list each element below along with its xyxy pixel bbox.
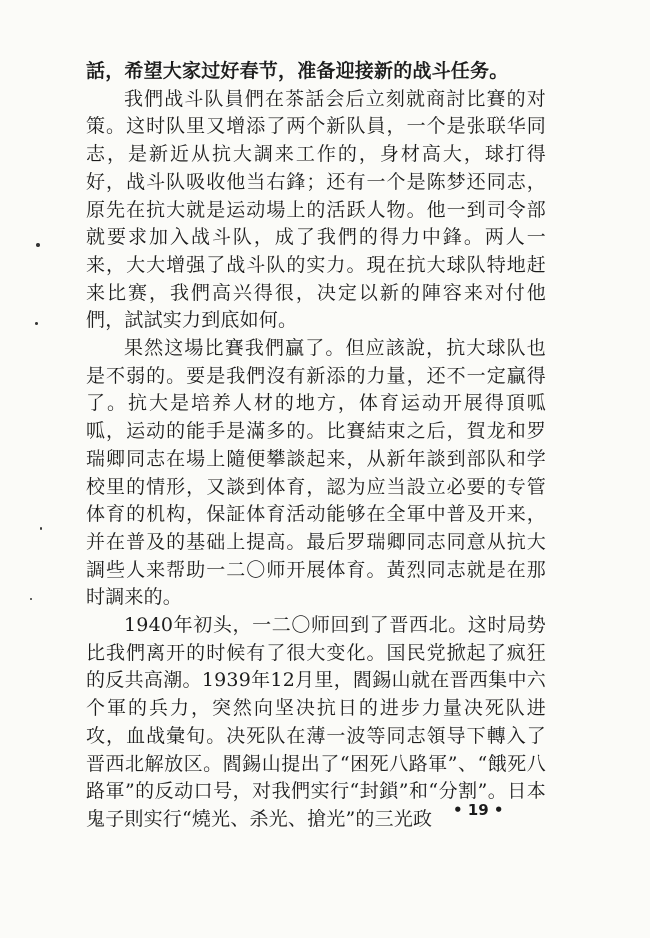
paragraph-continued: 話，希望大家过好春节，准备迎接新的战斗任务。: [86, 60, 509, 82]
page-number: • 19 •: [453, 801, 504, 819]
page-body: [86, 58, 546, 834]
paragraph-1940: 1940年初头，一二〇师回到了晋西北。这时局势比我們离开的时候有了很大变化。国民党掀起了疯狂的反共高潮。1939年12月里，閻錫山就在晋西集中六个軍的兵力，突然向坚决抗日的进步力量决死队进攻，血战彙旬。决死队在薄一波等同志領导下轉入了晋西北解放区。閻錫山提出了“困死八路軍”、“餓死八路軍”的反动口号，对我們实行“封鎖”和“分割”。日本鬼子則实行“燒光、杀光、搶光”的三光政: [86, 614, 546, 830]
scan-speck: [30, 598, 32, 600]
scan-speck: [36, 243, 40, 247]
paragraph-match-result: 果然这場比賽我們贏了。但应該說，抗大球队也是不弱的。要是我們沒有新添的力量，还不一定贏得了。抗大是培养人材的地方，体育运动开展得頂呱呱，运动的能手是滿多的。比賽結束之后，賀龙和罗瑞卿同志在場上隨便攀談起来，从新年談到部队和学校里的情形，又談到体育，認为应当設立必要的专管体育的机构，保証体育活动能够在全軍中普及开来，并在普及的基础上提高。最后罗瑞卿同志同意从抗大調些人来帮助一二〇师开展体育。黃烈同志就是在那时調来的。: [86, 337, 546, 609]
paragraph-strategy: 我們战斗队員們在茶話会后立刻就商討比賽的对策。这时队里又增添了两个新队員，一个是张联华同志，是新近从抗大調来工作的，身材高大，球打得好，战斗队吸收他当右鋒；还有一个是陈梦还同志，原先在抗大就是运动場上的活跃人物。他一到司令部就要求加入战斗队，成了我們的得力中鋒。两人一来，大大增强了战斗队的实力。現在抗大球队特地赶来比赛，我們高兴得很，决定以新的陣容来对付他們，試試实力到底如何。: [86, 87, 546, 332]
scan-speck: [40, 527, 42, 530]
scan-speck: [35, 322, 38, 325]
